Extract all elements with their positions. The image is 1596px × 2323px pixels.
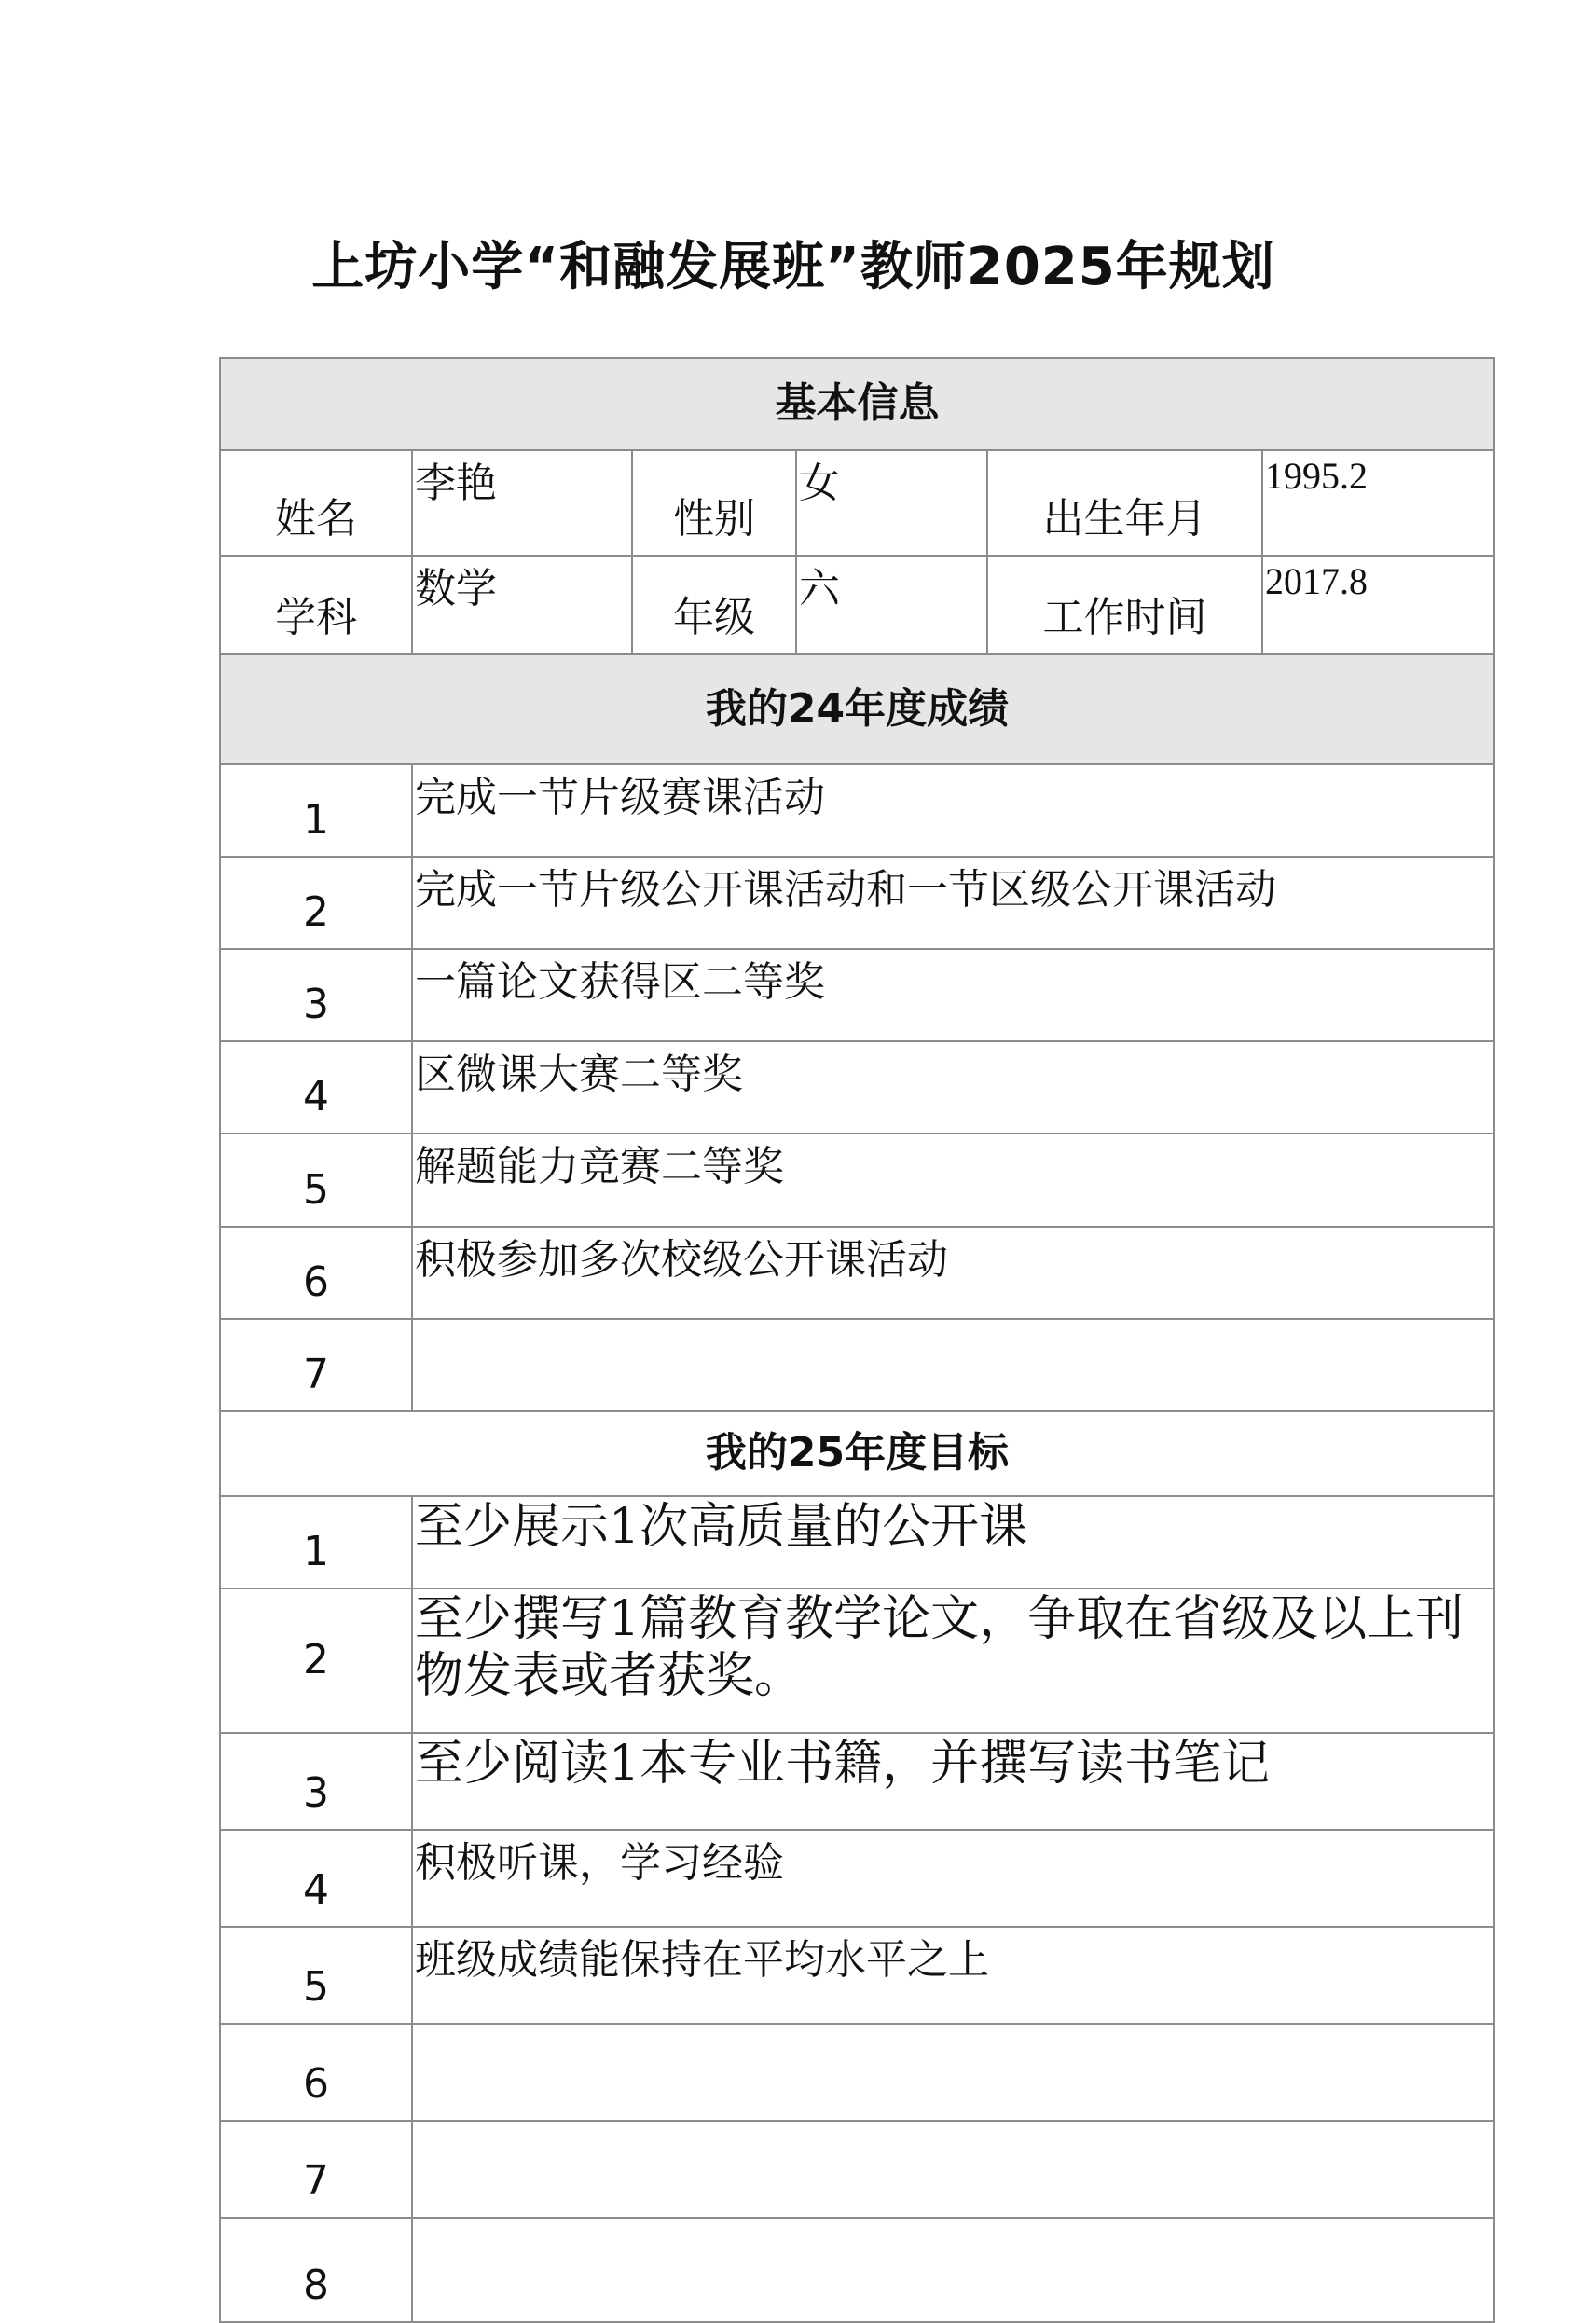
- achievement-row: [220, 764, 1494, 857]
- birth-label: 出生年月: [987, 450, 1262, 556]
- achievement-number: 7: [220, 1319, 412, 1411]
- goal-text: 班级成绩能保持在平均水平之上: [412, 1927, 1494, 2024]
- goal-number: 4: [220, 1830, 412, 1927]
- achievement-number: 1: [220, 764, 412, 857]
- basic-info-row-1: [220, 450, 1494, 556]
- subject-label: 学科: [220, 556, 412, 654]
- achievement-number: 2: [220, 857, 412, 949]
- grade-label: 年级: [632, 556, 796, 654]
- goal-row: [220, 1927, 1494, 2024]
- basic-info-header-row: [220, 358, 1494, 450]
- goal-number: 8: [220, 2218, 412, 2322]
- name-value: 李艳: [412, 450, 632, 556]
- goal-text: [412, 2218, 1494, 2322]
- goal-row: [220, 1733, 1494, 1830]
- work-time-value: 2017.8: [1262, 556, 1494, 654]
- goal-row: [220, 2121, 1494, 2218]
- achievement-text: 完成一节片级赛课活动: [412, 764, 1494, 857]
- goal-number: 3: [220, 1733, 412, 1830]
- achievement-text: 积极参加多次校级公开课活动: [412, 1227, 1494, 1319]
- goal-number: 7: [220, 2121, 412, 2218]
- page-title: [0, 226, 1596, 300]
- basic-info-row-2: [220, 556, 1494, 654]
- achievement-text: [412, 1319, 1494, 1411]
- achievement-row: [220, 1134, 1494, 1227]
- achievement-text: 解题能力竞赛二等奖: [412, 1134, 1494, 1227]
- goal-text: 积极听课，学习经验: [412, 1830, 1494, 1927]
- goal-text: 至少撰写1篇教育教学论文，争取在省级及以上刊物发表或者获奖。: [412, 1588, 1494, 1733]
- plan-table: [219, 357, 1495, 2323]
- gender-label: 性别: [632, 450, 796, 556]
- goal-number: 6: [220, 2024, 412, 2121]
- achievement-text: 区微课大赛二等奖: [412, 1041, 1494, 1134]
- page-title-text: 上坊小学“和融发展班”教师2025年规划: [311, 237, 1275, 297]
- goal-number: 2: [220, 1588, 412, 1733]
- gender-value: 女: [796, 450, 987, 556]
- goal-row: [220, 1830, 1494, 1927]
- goal-text: [412, 2121, 1494, 2218]
- goals-header: 我的25年度目标: [220, 1411, 1494, 1496]
- achievement-number: 4: [220, 1041, 412, 1134]
- achievement-row: [220, 1319, 1494, 1411]
- achievement-number: 5: [220, 1134, 412, 1227]
- goal-row: [220, 1496, 1494, 1588]
- achievement-row: [220, 1041, 1494, 1134]
- work-time-label: 工作时间: [987, 556, 1262, 654]
- achievement-row: [220, 949, 1494, 1041]
- goal-row: [220, 1588, 1494, 1733]
- goal-number: 1: [220, 1496, 412, 1588]
- goal-text: 至少展示1次高质量的公开课: [412, 1496, 1494, 1588]
- goal-row: [220, 2218, 1494, 2322]
- achievements-header: 我的24年度成绩: [220, 654, 1494, 764]
- subject-value: 数学: [412, 556, 632, 654]
- goal-row: [220, 2024, 1494, 2121]
- achievements-header-row: [220, 654, 1494, 764]
- grade-value: 六: [796, 556, 987, 654]
- goals-header-row: [220, 1411, 1494, 1496]
- achievement-text: 一篇论文获得区二等奖: [412, 949, 1494, 1041]
- goal-text: 至少阅读1本专业书籍，并撰写读书笔记: [412, 1733, 1494, 1830]
- goal-text: [412, 2024, 1494, 2121]
- achievement-number: 3: [220, 949, 412, 1041]
- achievement-text: 完成一节片级公开课活动和一节区级公开课活动: [412, 857, 1494, 949]
- birth-value: 1995.2: [1262, 450, 1494, 556]
- name-label: 姓名: [220, 450, 412, 556]
- basic-info-header: 基本信息: [220, 358, 1494, 450]
- achievement-row: [220, 857, 1494, 949]
- achievement-row: [220, 1227, 1494, 1319]
- goal-number: 5: [220, 1927, 412, 2024]
- achievement-number: 6: [220, 1227, 412, 1319]
